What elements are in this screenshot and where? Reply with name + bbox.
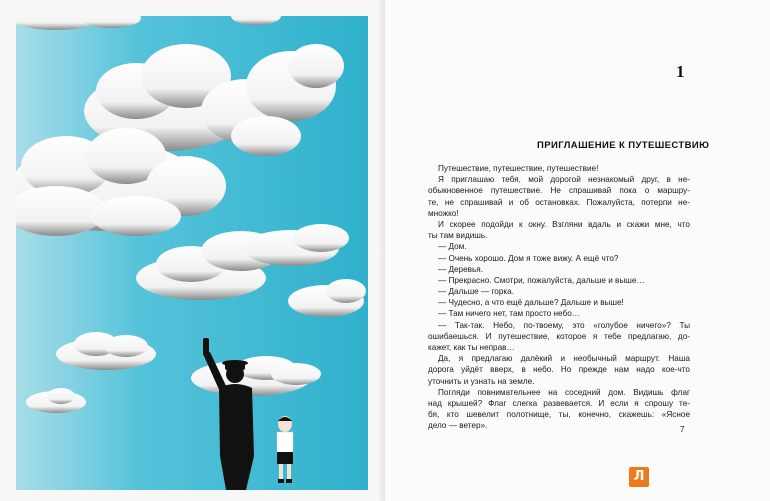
text-line: — Там ничего нет, там просто небо… bbox=[438, 309, 580, 319]
text-line: над крышей? Флаг слегка развевается. И если я спрошу те- bbox=[428, 398, 690, 408]
text-line: множко! bbox=[428, 208, 459, 218]
text-line: — Очень хорошо. Дом я тоже вижу. А ещё что? bbox=[438, 253, 619, 263]
text-line: Погляди повнимательнее на соседний дом. Видишь флаг bbox=[438, 387, 690, 397]
text-line: кажет, как ты неправ… bbox=[428, 343, 515, 352]
text-line: дорога уйдёт вверх, в небо. Но прежде нам надо кое-что bbox=[428, 365, 690, 375]
publisher-logo-icon: Л bbox=[629, 467, 649, 487]
chapter-body-text bbox=[428, 163, 690, 432]
text-line: — Так-так. Небо, по-твоему, это «голубое ничего»? Ты bbox=[438, 320, 690, 330]
text-line: обыкновенное путешествие. Не спрашивай пока о маршру- bbox=[428, 186, 690, 196]
text-line: — Дом. bbox=[438, 242, 467, 252]
text-line: ты там видишь. bbox=[428, 231, 488, 241]
text-line: Путешествие, путешествие, путешествие! bbox=[438, 164, 599, 173]
text-line: Я приглашаю тебя, мой дорогой незнакомый друг, в не- bbox=[438, 175, 690, 185]
sky-illustration bbox=[16, 16, 368, 490]
text-line: бя, кто шевелит полотнище, ты, конечно, скажешь: «Ясное bbox=[428, 410, 690, 420]
text-line: — Дальше — горка. bbox=[438, 287, 514, 297]
text-line: — Деревья. bbox=[438, 264, 483, 274]
page-number: 7 bbox=[680, 425, 685, 434]
text-line: — Прекрасно. Смотри, пожалуйста, дальше и выше… bbox=[438, 275, 645, 285]
text-line: И скорее подойди к окну. Взгляни вдаль и скажи мне, что bbox=[438, 219, 690, 229]
chapter-number: 1 bbox=[676, 62, 685, 81]
chapter-title: ПРИГЛАШЕНИЕ К ПУТЕШЕСТВИЮ bbox=[537, 140, 710, 151]
text-line: уточнить и узнать на земле. bbox=[428, 376, 535, 386]
text-line: ошибаешься. И путешествие, которое я тебе предлагаю, до- bbox=[428, 331, 690, 341]
text-line: дело — ветер». bbox=[428, 421, 488, 431]
text-line: те, не спрашивай и об остановках. Пожалуйста, потерпи не- bbox=[428, 197, 690, 207]
text-line: Да, я предлагаю далёкий и необычный маршрут. Наша bbox=[438, 354, 690, 364]
text-line: — Чудесно, а что ещё дальше? Дальше и выше! bbox=[438, 298, 624, 308]
